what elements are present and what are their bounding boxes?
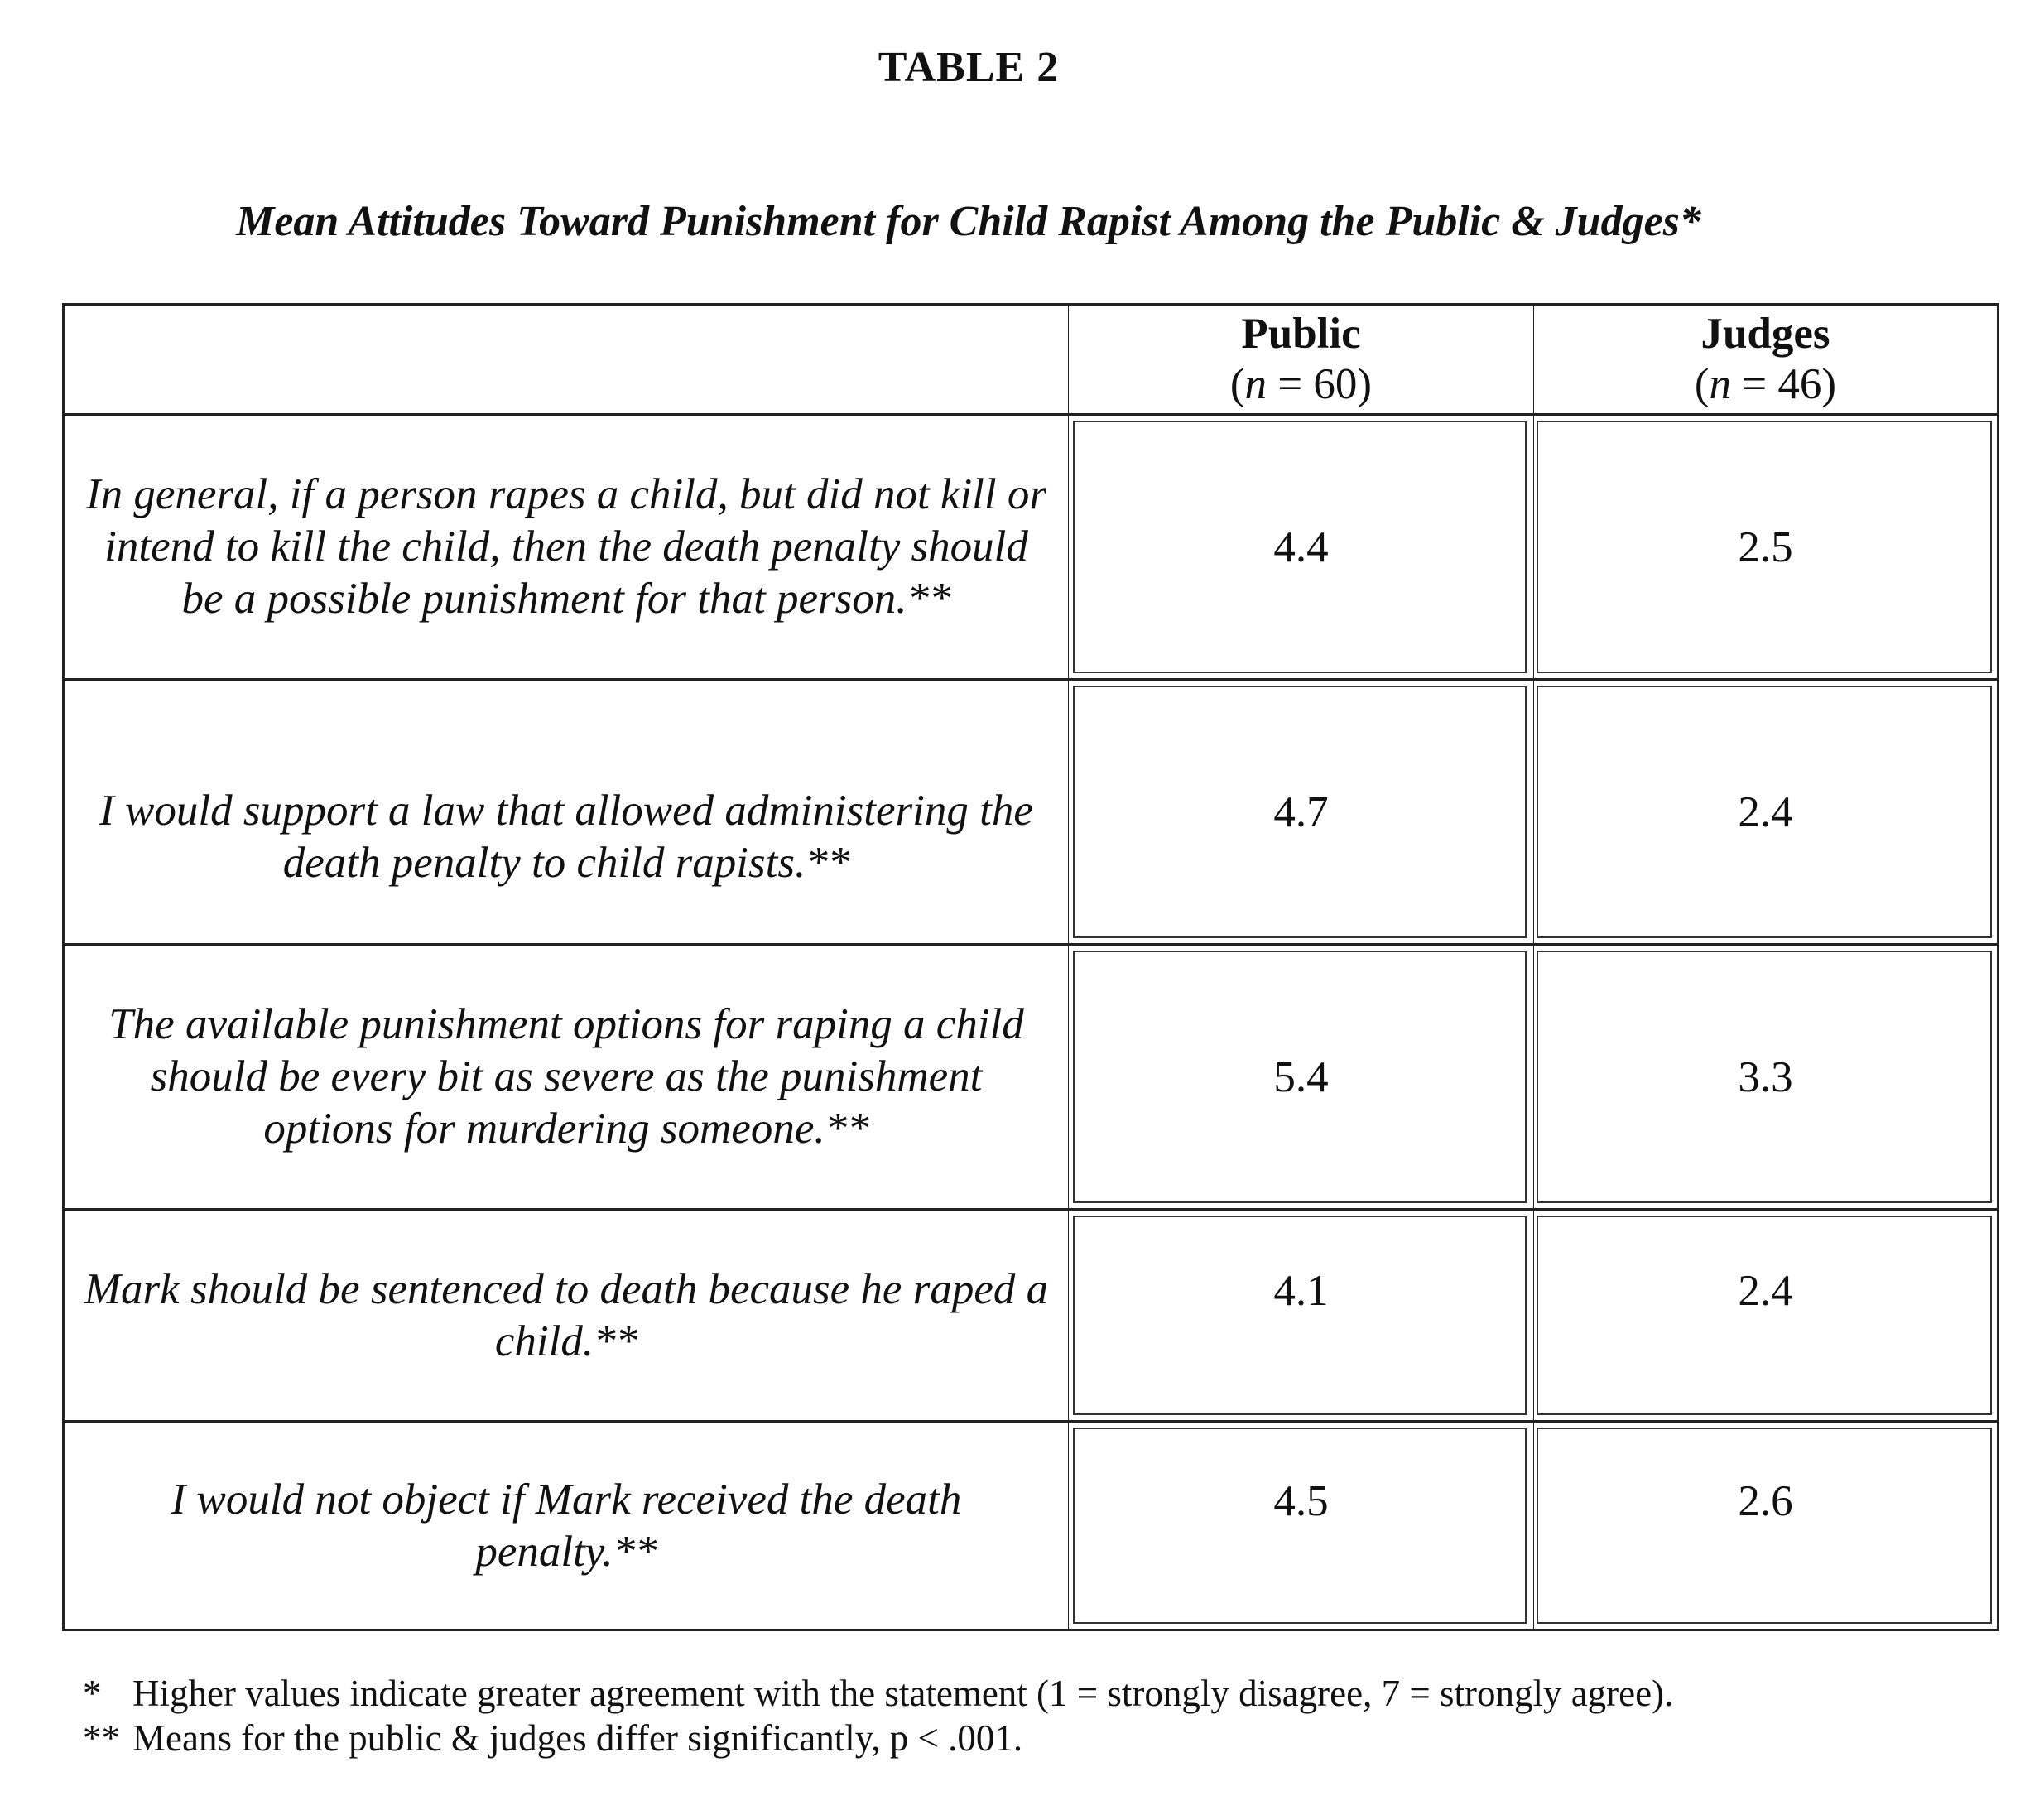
judges-mean-cell: 2.6 — [1532, 1423, 1997, 1629]
judges-mean-cell: 2.5 — [1532, 416, 1997, 678]
public-mean-cell: 4.5 — [1068, 1423, 1532, 1629]
table-row — [65, 678, 1997, 943]
table-row — [65, 413, 1997, 678]
judges-mean-cell: 3.3 — [1532, 946, 1997, 1208]
table-caption: Mean Attitudes Toward Punishment for Child Rapist Among the Public & Judges* — [236, 198, 1701, 245]
statement-cell: The available punishment options for raping a child should be every bit as severe as the punishment options for murdering someone.** — [108, 1000, 1024, 1153]
public-mean-cell: 4.4 — [1068, 416, 1532, 678]
statement-cell: In general, if a person rapes a child, but did not kill or intend to kill the child, then the death penalty should be a possible punishment for that person.** — [85, 470, 1047, 623]
table-row — [65, 943, 1997, 1208]
judges-mean-cell: 2.4 — [1532, 1211, 1997, 1420]
statement-cell: Mark should be sentenced to death because he raped a child.** — [84, 1264, 1049, 1365]
public-mean-cell: 4.7 — [1068, 681, 1532, 943]
footnote-mark: ** — [83, 1717, 120, 1759]
column-name-public: Public — [1241, 310, 1361, 358]
judges-mean-cell: 2.4 — [1532, 681, 1997, 943]
header-public-cell — [1068, 306, 1532, 413]
table-label: TABLE 2 — [878, 44, 1060, 91]
table-row — [65, 1420, 1997, 1629]
header-blank-cell — [65, 306, 1068, 413]
footnote-text: Means for the public & judges differ significantly, p < .001. — [132, 1717, 1023, 1759]
header-judges-cell — [1532, 306, 1997, 413]
footnote-mark: * — [83, 1673, 102, 1714]
table-header-row — [65, 306, 1997, 413]
column-n-judges: (n = 46) — [1694, 360, 1837, 408]
footnote-text: Higher values indicate greater agreement with the statement (1 = strongly disagree, 7 = strongly agree). — [132, 1673, 1674, 1714]
statement-cell: I would not object if Mark received the death penalty.** — [171, 1475, 962, 1576]
footnote — [83, 1716, 1673, 1760]
column-name-judges: Judges — [1700, 310, 1830, 358]
public-mean-cell: 5.4 — [1068, 946, 1532, 1208]
attitudes-table — [62, 303, 1999, 1631]
column-n-public: (n = 60) — [1229, 360, 1373, 408]
statement-cell: I would support a law that allowed administering the death penalty to child rapists.** — [99, 786, 1033, 887]
table-row — [65, 1208, 1997, 1420]
footnote — [83, 1671, 1673, 1716]
public-mean-cell: 4.1 — [1068, 1211, 1532, 1420]
table-footnotes — [83, 1671, 1673, 1760]
